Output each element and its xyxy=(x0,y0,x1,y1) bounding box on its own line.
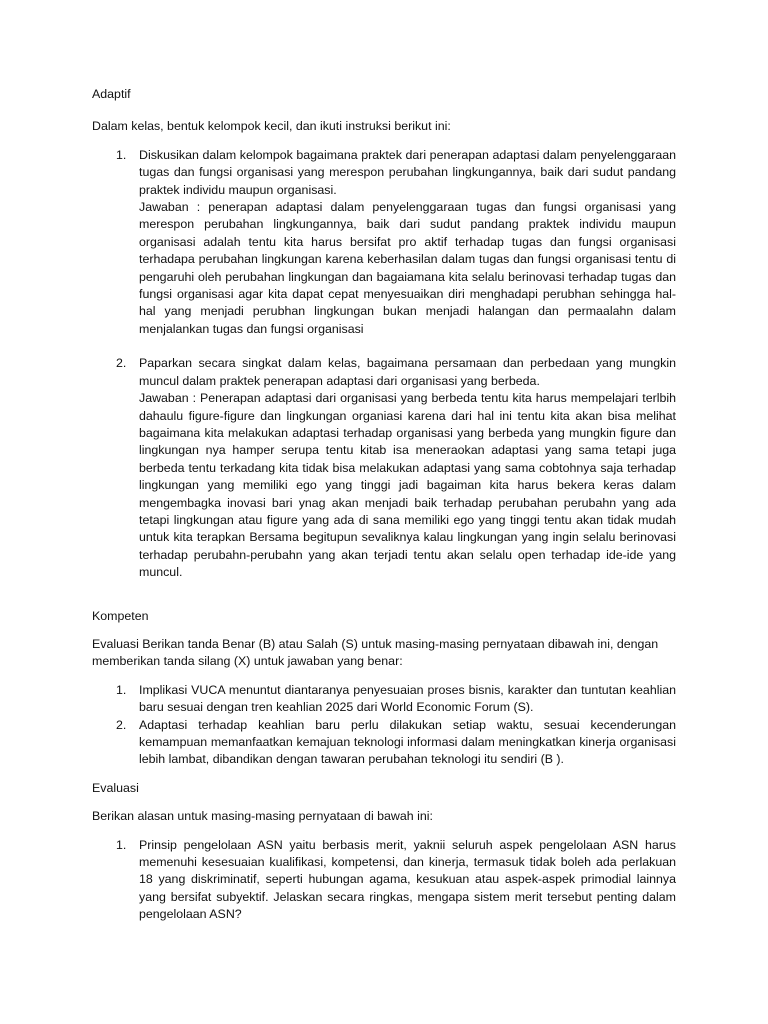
statement-text: Adaptasi terhadap keahlian baru perlu dilakukan setiap waktu, sesuai kecenderungan kemampuan memanfaatkan kemajuan teknologi informasi dalam meningkatkan kinerja organisasi lebih lambat, dibandikan dengan tawaran perubahan teknologi itu sendiri (B ). xyxy=(139,717,676,767)
statement-text: Implikasi VUCA menuntut diantaranya penyesuaian proses bisnis, karakter dan tuntutan keahlian baru sesuai dengan tren keahlian 2025 dari World Economic Forum (S). xyxy=(139,682,676,715)
adaptif-list xyxy=(92,147,676,582)
section-title-evaluasi: Evaluasi xyxy=(92,780,139,795)
list-item xyxy=(92,355,676,581)
question-text: Paparkan secara singkat dalam kelas, bagaimana persamaan dan perbedaan yang mungkin muncul dalam praktek penerapan adaptasi dari organisasi yang berbeda. xyxy=(139,356,676,388)
list-number: 1. xyxy=(116,147,127,162)
evaluasi-list xyxy=(92,837,676,924)
section-title-adaptif: Adaptif xyxy=(92,87,131,101)
adaptif-intro: Dalam kelas, bentuk kelompok kecil, dan ikuti instruksi berikut ini: xyxy=(92,119,451,134)
list-number: 2. xyxy=(116,356,127,371)
answer-text: Jawaban : Penerapan adaptasi dari organisasi yang berbeda tentu kita harus mempelajari terlbih dahaulu figure-figure dan lingkungan organiasi karena dari hal ini tentu kita akan bisa melihat bagaimana kita melakukan adaptasi terhadap organisasi yang berbeda yang mungkin figure dan lingkungan nya hamper serupa tentu kitab isa meneraokan adaptasi yang sama tetapi juga berbeda tentu terkadang kita tidak bisa melakukan adaptasi yang sama cobtohnya saja terhadap lingkungan yang memiliki ego yang tinggi jadi bagaiman kita harus bekera keras dalam mengembagka inovasi bari ynag akan menjadi baik terhadap perubahan perubahn yang ada tetapi lingkungan atau figure yang ada di sana memiliki ego yang tinggi tentu akan tidak mudah untuk kita terapkan Bersama begitupun sevaliknya kalau lingkungan yang ingin selalu berinovasi terhadap perubahn-perubahn yang akan terjadi tentu akan selalu open terhadap ide-ide yang muncul. xyxy=(139,391,676,580)
list-number: 1. xyxy=(116,837,127,852)
list-item xyxy=(92,837,676,924)
list-number: 2. xyxy=(116,717,127,732)
section-title-kompeten: Kompeten xyxy=(92,608,149,623)
kompeten-list xyxy=(92,682,676,769)
list-item xyxy=(92,147,676,338)
statement-text: Prinsip pengelolaan ASN yaitu berbasis merit, yaknii seluruh aspek pengelolaan ASN harus memenuhi kesesuaian kualifikasi, kompetensi, dan kinerja, termasuk tidak boleh ada perlakuan 18 yang diskriminatif, seperti hubungan agama, kesukuan atau aspek-aspek primodial lainnya yang bersifat subyektif. Jelaskan secara ringkas, mengapa sistem merit tersebut penting dalam pengelolaan ASN? xyxy=(139,837,676,922)
list-item xyxy=(92,682,676,717)
answer-text: Jawaban : penerapan adaptasi dalam penyelenggaraan tugas dan fungsi organisasi yang merespon perubahan lingkungannya, baik dari sudut pandang praktek individu maupun organisasi adalah tentu kita harus bersifat pro aktif terhadap tugas dan fungsi organisasi terhadapa perubahan lingkungan karena keberhasilan dalam tugas dan fungsi organisasi tentu di pengaruhi oleh perubahan lingkungan dan bagaiamana kita selalu berinovasi terhadap tugas dan fungsi organisasi agar kita dapat cepat menyesuaikan diri menghadapi perubhan sehingga hal-hal yang menjadi perubhan lingkungan bukan menjadi halangan dan permaalahn dalam menjalankan tugas dan fungsi organisasi xyxy=(139,200,676,336)
list-item xyxy=(92,717,676,769)
kompeten-intro: Evaluasi Berikan tanda Benar (B) atau Salah (S) untuk masing-masing pernyataan dibawah ini, dengan memberikan tanda silang (X) untuk jawaban yang benar: xyxy=(92,636,659,669)
evaluasi-intro: Berikan alasan untuk masing-masing pernyataan di bawah ini: xyxy=(92,809,433,824)
question-text: Diskusikan dalam kelompok bagaimana praktek dari penerapan adaptasi dalam penyelenggaraan tugas dan fungsi organisasi yang merespon perubahan lingkungannya, baik dari sudut pandang praktek individu maupun organisasi. xyxy=(139,147,676,197)
list-number: 1. xyxy=(116,682,127,697)
